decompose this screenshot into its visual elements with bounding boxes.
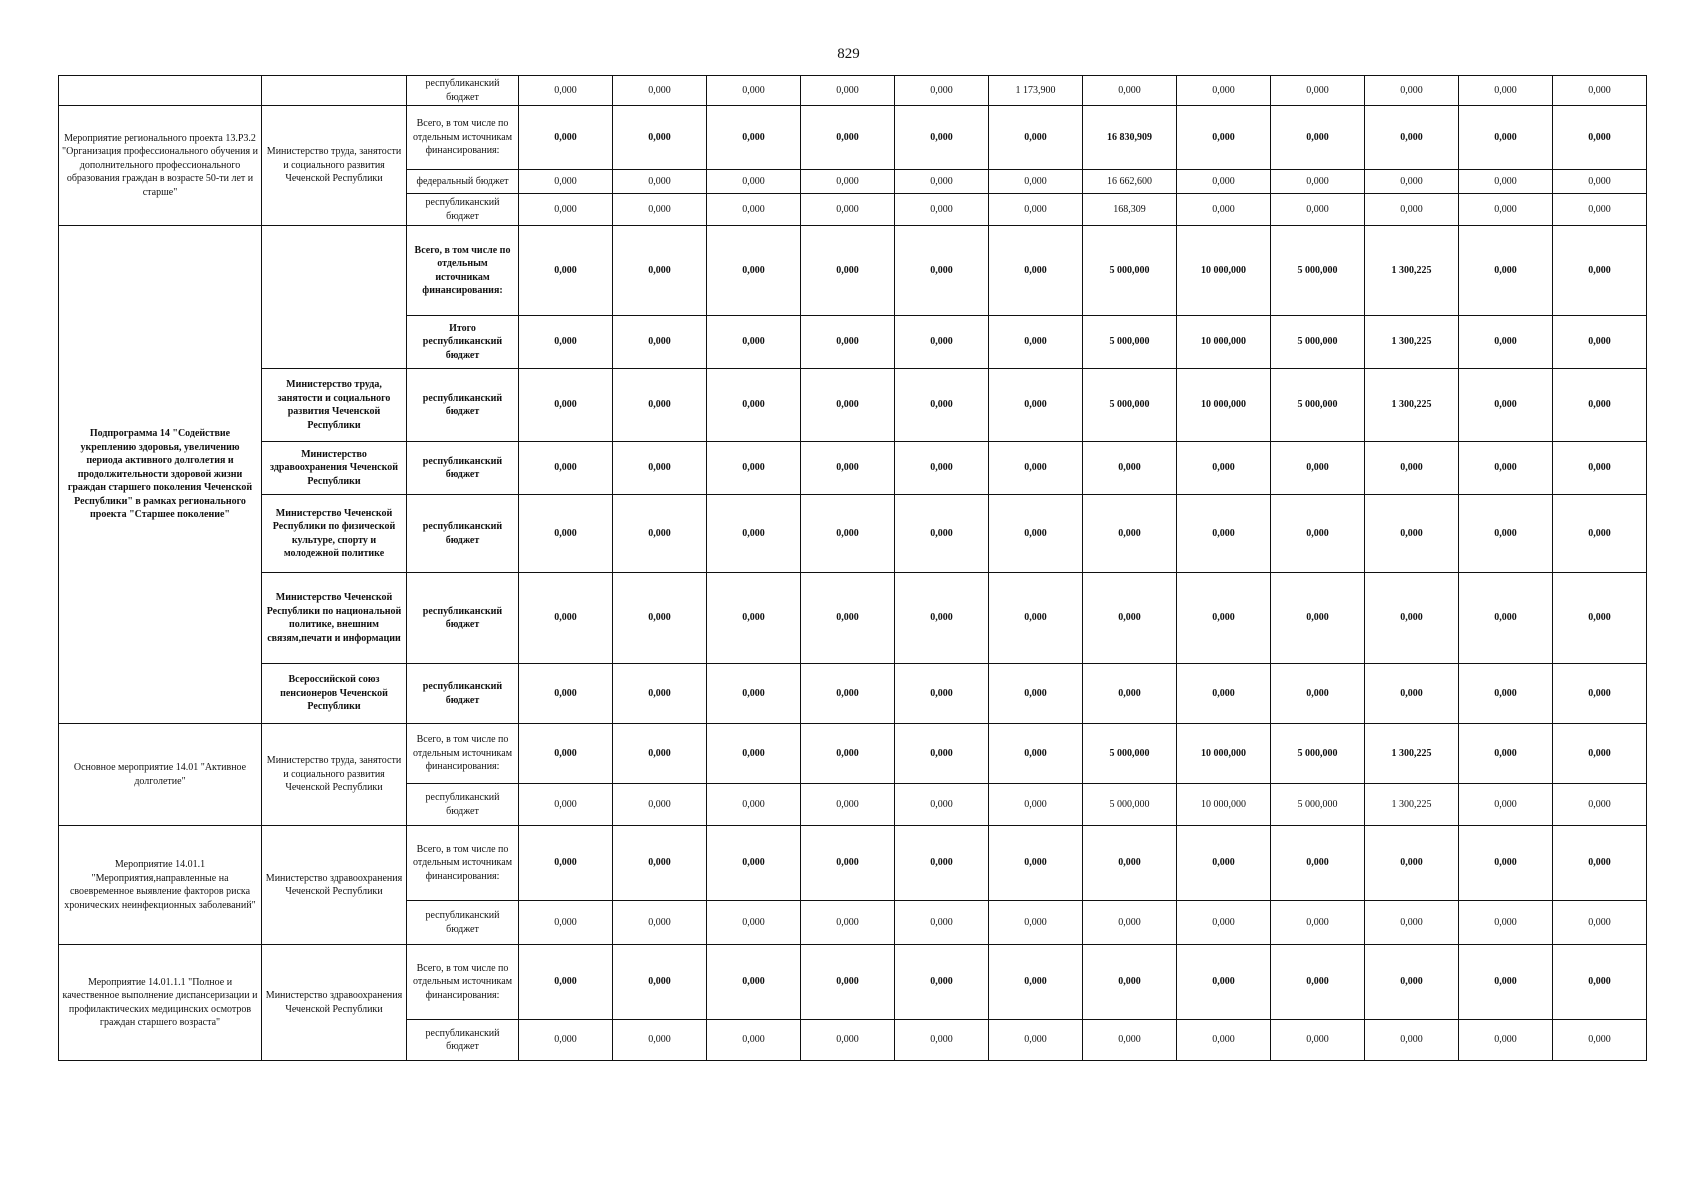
- table-row: [59, 369, 1647, 442]
- table-cell: 0,000: [613, 194, 707, 226]
- table-cell: 0,000: [519, 226, 613, 316]
- table-cell: 0,000: [895, 106, 989, 170]
- table-cell: 0,000: [989, 826, 1083, 901]
- table-cell: 0,000: [519, 784, 613, 826]
- table-cell: 0,000: [613, 226, 707, 316]
- table-cell: 0,000: [989, 901, 1083, 945]
- table-cell: 0,000: [707, 369, 801, 442]
- table-cell: 0,000: [519, 1020, 613, 1061]
- table-cell: 0,000: [801, 664, 895, 724]
- table-cell: 0,000: [801, 901, 895, 945]
- table-cell: 0,000: [895, 724, 989, 784]
- table-cell: 0,000: [707, 1020, 801, 1061]
- table-cell: 0,000: [801, 316, 895, 369]
- table-cell: 0,000: [1459, 945, 1553, 1020]
- table-cell: 0,000: [1459, 664, 1553, 724]
- table-cell: 0,000: [1459, 106, 1553, 170]
- table-cell: 0,000: [1459, 901, 1553, 945]
- table-cell: [262, 226, 407, 369]
- table-cell: 0,000: [707, 106, 801, 170]
- table-cell: 0,000: [613, 945, 707, 1020]
- table-cell: 5 000,000: [1271, 369, 1365, 442]
- table-cell: 0,000: [519, 369, 613, 442]
- table-cell: республиканский бюджет: [407, 495, 519, 573]
- table-cell: 0,000: [989, 724, 1083, 784]
- table-cell: республиканский бюджет: [407, 194, 519, 226]
- table-cell: 0,000: [707, 226, 801, 316]
- table-cell: 5 000,000: [1271, 316, 1365, 369]
- table-row: [59, 495, 1647, 573]
- table-cell: 0,000: [989, 226, 1083, 316]
- table-cell: 0,000: [1553, 784, 1647, 826]
- table-cell: 0,000: [1553, 1020, 1647, 1061]
- table-cell: 0,000: [1553, 901, 1647, 945]
- table-cell: Министерство здравоохранения Чеченской Республики: [262, 442, 407, 495]
- table-cell: 0,000: [613, 1020, 707, 1061]
- table-cell: 0,000: [519, 573, 613, 664]
- table-cell: 0,000: [895, 573, 989, 664]
- table-cell: 0,000: [1553, 573, 1647, 664]
- table-row: [59, 664, 1647, 724]
- table-cell: 0,000: [989, 170, 1083, 194]
- table-cell: 0,000: [1271, 826, 1365, 901]
- funding-table: [58, 75, 1647, 1061]
- table-cell: 0,000: [613, 369, 707, 442]
- table-cell: 0,000: [989, 194, 1083, 226]
- table-cell: республиканский бюджет: [407, 369, 519, 442]
- table-cell: 0,000: [1271, 901, 1365, 945]
- table-cell: 0,000: [1365, 945, 1459, 1020]
- table-cell: 1 300,225: [1365, 226, 1459, 316]
- table-cell: Министерство здравоохранения Чеченской Республики: [262, 826, 407, 945]
- table-cell: 0,000: [895, 945, 989, 1020]
- table-cell: 0,000: [1365, 495, 1459, 573]
- table-cell: 0,000: [1177, 442, 1271, 495]
- table-cell: 0,000: [895, 901, 989, 945]
- table-cell: 0,000: [1271, 76, 1365, 106]
- table-cell: 0,000: [1553, 724, 1647, 784]
- table-cell: 168,309: [1083, 194, 1177, 226]
- table-cell: 0,000: [801, 226, 895, 316]
- table-cell: Итого республиканский бюджет: [407, 316, 519, 369]
- table-cell: 0,000: [1083, 1020, 1177, 1061]
- table-cell: 0,000: [519, 76, 613, 106]
- table-cell: 10 000,000: [1177, 369, 1271, 442]
- table-cell: 0,000: [1553, 106, 1647, 170]
- table-row: [59, 826, 1647, 901]
- table-cell: 16 662,600: [1083, 170, 1177, 194]
- table-cell: 0,000: [519, 316, 613, 369]
- table-cell: 0,000: [989, 442, 1083, 495]
- table-cell: 0,000: [895, 76, 989, 106]
- table-cell: 0,000: [1271, 495, 1365, 573]
- table-cell: 0,000: [1553, 316, 1647, 369]
- table-cell: 5 000,000: [1083, 369, 1177, 442]
- table-cell: 0,000: [707, 945, 801, 1020]
- table-cell: 0,000: [895, 664, 989, 724]
- table-cell: 0,000: [707, 316, 801, 369]
- table-cell: 0,000: [801, 826, 895, 901]
- table-cell: 0,000: [895, 369, 989, 442]
- table-cell: 0,000: [1459, 76, 1553, 106]
- table-cell: 0,000: [519, 664, 613, 724]
- table-cell: 5 000,000: [1083, 316, 1177, 369]
- table-cell: 0,000: [1365, 170, 1459, 194]
- table-cell: 0,000: [895, 194, 989, 226]
- table-cell: Мероприятие регионального проекта 13.P3.2 "Организация профессионального обучения и дополнительного профессионального образования граждан в возрасте 50-ти лет и старше": [59, 106, 262, 226]
- table-cell: 0,000: [989, 945, 1083, 1020]
- table-cell: 0,000: [1083, 573, 1177, 664]
- table-cell: республиканский бюджет: [407, 76, 519, 106]
- table-cell: 0,000: [895, 316, 989, 369]
- table-cell: республиканский бюджет: [407, 1020, 519, 1061]
- table-cell: Всего, в том числе по отдельным источникам финансирования:: [407, 724, 519, 784]
- table-cell: 0,000: [519, 106, 613, 170]
- table-cell: республиканский бюджет: [407, 664, 519, 724]
- table-cell: 0,000: [1177, 170, 1271, 194]
- table-cell: 0,000: [519, 170, 613, 194]
- table-cell: Подпрограмма 14 "Содействие укреплению здоровья, увеличению периода активного долголетия и продолжительности здоровой жизни граждан старшего поколения Чеченской Республики" в рамках регионального проекта "Старшее поколение": [59, 226, 262, 724]
- table-cell: 0,000: [519, 495, 613, 573]
- table-cell: 1 300,225: [1365, 724, 1459, 784]
- table-cell: республиканский бюджет: [407, 901, 519, 945]
- table-cell: 1 300,225: [1365, 369, 1459, 442]
- table-cell: 0,000: [519, 826, 613, 901]
- table-cell: 5 000,000: [1083, 784, 1177, 826]
- table-cell: 0,000: [1365, 1020, 1459, 1061]
- table-cell: Министерство труда, занятости и социального развития Чеченской Республики: [262, 106, 407, 226]
- table-cell: 0,000: [801, 106, 895, 170]
- table-cell: 0,000: [1271, 442, 1365, 495]
- table-cell: 0,000: [801, 495, 895, 573]
- table-row: [59, 945, 1647, 1020]
- table-cell: 0,000: [801, 1020, 895, 1061]
- table-cell: 5 000,000: [1271, 226, 1365, 316]
- table-cell: 1 173,900: [989, 76, 1083, 106]
- table-cell: 10 000,000: [1177, 784, 1271, 826]
- table-cell: 0,000: [707, 170, 801, 194]
- table-cell: 0,000: [1271, 106, 1365, 170]
- table-cell: 0,000: [1177, 495, 1271, 573]
- table-cell: 0,000: [1083, 664, 1177, 724]
- table-cell: 0,000: [1177, 573, 1271, 664]
- table-cell: 0,000: [989, 664, 1083, 724]
- table-cell: 0,000: [1083, 901, 1177, 945]
- table-cell: 0,000: [613, 495, 707, 573]
- table-cell: 0,000: [989, 316, 1083, 369]
- table-cell: 0,000: [707, 826, 801, 901]
- table-cell: 0,000: [1553, 76, 1647, 106]
- table-cell: Всего, в том числе по отдельным источникам финансирования:: [407, 945, 519, 1020]
- table-cell: 0,000: [1459, 1020, 1553, 1061]
- table-cell: 0,000: [1553, 664, 1647, 724]
- table-cell: 0,000: [707, 724, 801, 784]
- table-cell: [262, 76, 407, 106]
- table-row: [59, 76, 1647, 106]
- table-cell: 5 000,000: [1271, 724, 1365, 784]
- table-cell: Всего, в том числе по отдельным источникам финансирования:: [407, 226, 519, 316]
- table-cell: 0,000: [1365, 442, 1459, 495]
- table-cell: Всего, в том числе по отдельным источникам финансирования:: [407, 826, 519, 901]
- table-cell: 0,000: [707, 495, 801, 573]
- table-cell: 0,000: [1459, 194, 1553, 226]
- table-cell: 0,000: [1083, 945, 1177, 1020]
- table-cell: 0,000: [1459, 170, 1553, 194]
- table-cell: 0,000: [801, 194, 895, 226]
- table-cell: 0,000: [895, 170, 989, 194]
- table-cell: 0,000: [801, 76, 895, 106]
- table-cell: 0,000: [1553, 495, 1647, 573]
- table-cell: 0,000: [989, 369, 1083, 442]
- table-cell: Министерство Чеченской Республики по физической культуре, спорту и молодежной политике: [262, 495, 407, 573]
- table-cell: 0,000: [519, 724, 613, 784]
- table-cell: 0,000: [1553, 226, 1647, 316]
- table-cell: 5 000,000: [1271, 784, 1365, 826]
- table-cell: 0,000: [1271, 170, 1365, 194]
- table-cell: 0,000: [1177, 1020, 1271, 1061]
- table-cell: республиканский бюджет: [407, 784, 519, 826]
- table-row: [59, 226, 1647, 316]
- table-cell: 0,000: [1553, 194, 1647, 226]
- table-cell: 0,000: [895, 442, 989, 495]
- table-cell: 0,000: [1365, 826, 1459, 901]
- table-cell: 0,000: [895, 495, 989, 573]
- table-cell: 10 000,000: [1177, 316, 1271, 369]
- table-cell: 0,000: [989, 1020, 1083, 1061]
- table-cell: 0,000: [1459, 369, 1553, 442]
- table-cell: 0,000: [613, 76, 707, 106]
- table-cell: 0,000: [1177, 194, 1271, 226]
- table-cell: Министерство здравоохранения Чеченской Республики: [262, 945, 407, 1061]
- table-cell: 0,000: [1459, 826, 1553, 901]
- table-cell: Мероприятие 14.01.1 "Мероприятия,направленные на своевременное выявление факторов риска хронических неинфекционных заболеваний": [59, 826, 262, 945]
- table-cell: Министерство труда, занятости и социального развития Чеченской Республики: [262, 724, 407, 826]
- table-cell: 0,000: [1177, 901, 1271, 945]
- table-cell: 0,000: [613, 442, 707, 495]
- table-cell: 0,000: [989, 784, 1083, 826]
- table-row: [59, 724, 1647, 784]
- table-cell: 1 300,225: [1365, 316, 1459, 369]
- table-cell: 0,000: [1271, 945, 1365, 1020]
- table-row: [59, 442, 1647, 495]
- table-cell: 0,000: [1177, 945, 1271, 1020]
- table-cell: 0,000: [1177, 76, 1271, 106]
- table-cell: 0,000: [613, 826, 707, 901]
- table-cell: 16 830,909: [1083, 106, 1177, 170]
- table-row: [59, 106, 1647, 170]
- table-cell: 0,000: [707, 573, 801, 664]
- table-cell: федеральный бюджет: [407, 170, 519, 194]
- table-cell: 0,000: [1553, 369, 1647, 442]
- table-cell: 5 000,000: [1083, 724, 1177, 784]
- table-cell: 0,000: [707, 442, 801, 495]
- table-cell: 0,000: [801, 784, 895, 826]
- table-cell: 0,000: [1083, 442, 1177, 495]
- table-cell: 0,000: [895, 784, 989, 826]
- table-cell: 0,000: [1365, 573, 1459, 664]
- table-cell: 0,000: [1365, 664, 1459, 724]
- table-cell: 0,000: [613, 316, 707, 369]
- table-cell: 0,000: [1459, 495, 1553, 573]
- table-cell: 0,000: [1177, 664, 1271, 724]
- table-cell: Основное мероприятие 14.01 "Активное долголетие": [59, 724, 262, 826]
- table-cell: 0,000: [1177, 826, 1271, 901]
- table-cell: Министерство труда, занятости и социального развития Чеченской Республики: [262, 369, 407, 442]
- table-cell: 0,000: [519, 442, 613, 495]
- table-cell: 0,000: [895, 226, 989, 316]
- table-cell: 0,000: [707, 664, 801, 724]
- table-cell: 0,000: [519, 945, 613, 1020]
- table-cell: 10 000,000: [1177, 724, 1271, 784]
- table-body: [59, 76, 1647, 1061]
- table-cell: 0,000: [613, 724, 707, 784]
- table-cell: 0,000: [895, 1020, 989, 1061]
- table-cell: [59, 76, 262, 106]
- table-cell: 0,000: [801, 945, 895, 1020]
- table-cell: 0,000: [801, 724, 895, 784]
- table-cell: Всего, в том числе по отдельным источникам финансирования:: [407, 106, 519, 170]
- table-cell: 0,000: [1459, 573, 1553, 664]
- table-cell: 0,000: [1271, 573, 1365, 664]
- table-cell: 10 000,000: [1177, 226, 1271, 316]
- table-cell: 0,000: [1553, 170, 1647, 194]
- table-cell: 0,000: [613, 106, 707, 170]
- table-cell: 0,000: [519, 901, 613, 945]
- table-cell: 0,000: [895, 826, 989, 901]
- table-cell: 0,000: [707, 194, 801, 226]
- table-cell: 0,000: [801, 442, 895, 495]
- page-number: 829: [837, 46, 860, 62]
- table-cell: 0,000: [1271, 194, 1365, 226]
- table-cell: республиканский бюджет: [407, 442, 519, 495]
- table-cell: 0,000: [707, 901, 801, 945]
- table-cell: 0,000: [989, 495, 1083, 573]
- table-cell: 0,000: [989, 106, 1083, 170]
- table-cell: 0,000: [1459, 442, 1553, 495]
- table-cell: 0,000: [613, 170, 707, 194]
- table-cell: Всероссийской союз пенсионеров Чеченской Республики: [262, 664, 407, 724]
- table-cell: 5 000,000: [1083, 226, 1177, 316]
- table-cell: 0,000: [613, 664, 707, 724]
- table-cell: 0,000: [707, 76, 801, 106]
- table-cell: 0,000: [801, 369, 895, 442]
- table-cell: республиканский бюджет: [407, 573, 519, 664]
- table-cell: 0,000: [1271, 664, 1365, 724]
- table-cell: 0,000: [1459, 316, 1553, 369]
- table-cell: 0,000: [1083, 76, 1177, 106]
- table-cell: 0,000: [1365, 194, 1459, 226]
- table-cell: 0,000: [1177, 106, 1271, 170]
- table-row: [59, 573, 1647, 664]
- table-cell: 0,000: [989, 573, 1083, 664]
- table-cell: 0,000: [1083, 826, 1177, 901]
- table-cell: 0,000: [1365, 76, 1459, 106]
- table-cell: Министерство Чеченской Республики по национальной политике, внешним связям,печати и информации: [262, 573, 407, 664]
- table-cell: 0,000: [1083, 495, 1177, 573]
- table-cell: 0,000: [1553, 826, 1647, 901]
- table-cell: 0,000: [613, 784, 707, 826]
- table-cell: 0,000: [801, 573, 895, 664]
- table-cell: 0,000: [613, 573, 707, 664]
- table-cell: 0,000: [519, 194, 613, 226]
- table-cell: 0,000: [1271, 1020, 1365, 1061]
- table-cell: Мероприятие 14.01.1.1 "Полное и качественное выполнение диспансеризации и профилактических медицинских осмотров граждан старшего возраста": [59, 945, 262, 1061]
- table-cell: 0,000: [1553, 945, 1647, 1020]
- table-cell: 0,000: [613, 901, 707, 945]
- table-cell: 0,000: [801, 170, 895, 194]
- table-cell: 0,000: [1553, 442, 1647, 495]
- table-cell: 0,000: [1459, 226, 1553, 316]
- table-cell: 0,000: [1365, 901, 1459, 945]
- table-cell: 0,000: [1459, 784, 1553, 826]
- table-cell: 1 300,225: [1365, 784, 1459, 826]
- table-cell: 0,000: [1459, 724, 1553, 784]
- table-cell: 0,000: [1365, 106, 1459, 170]
- table-cell: 0,000: [707, 784, 801, 826]
